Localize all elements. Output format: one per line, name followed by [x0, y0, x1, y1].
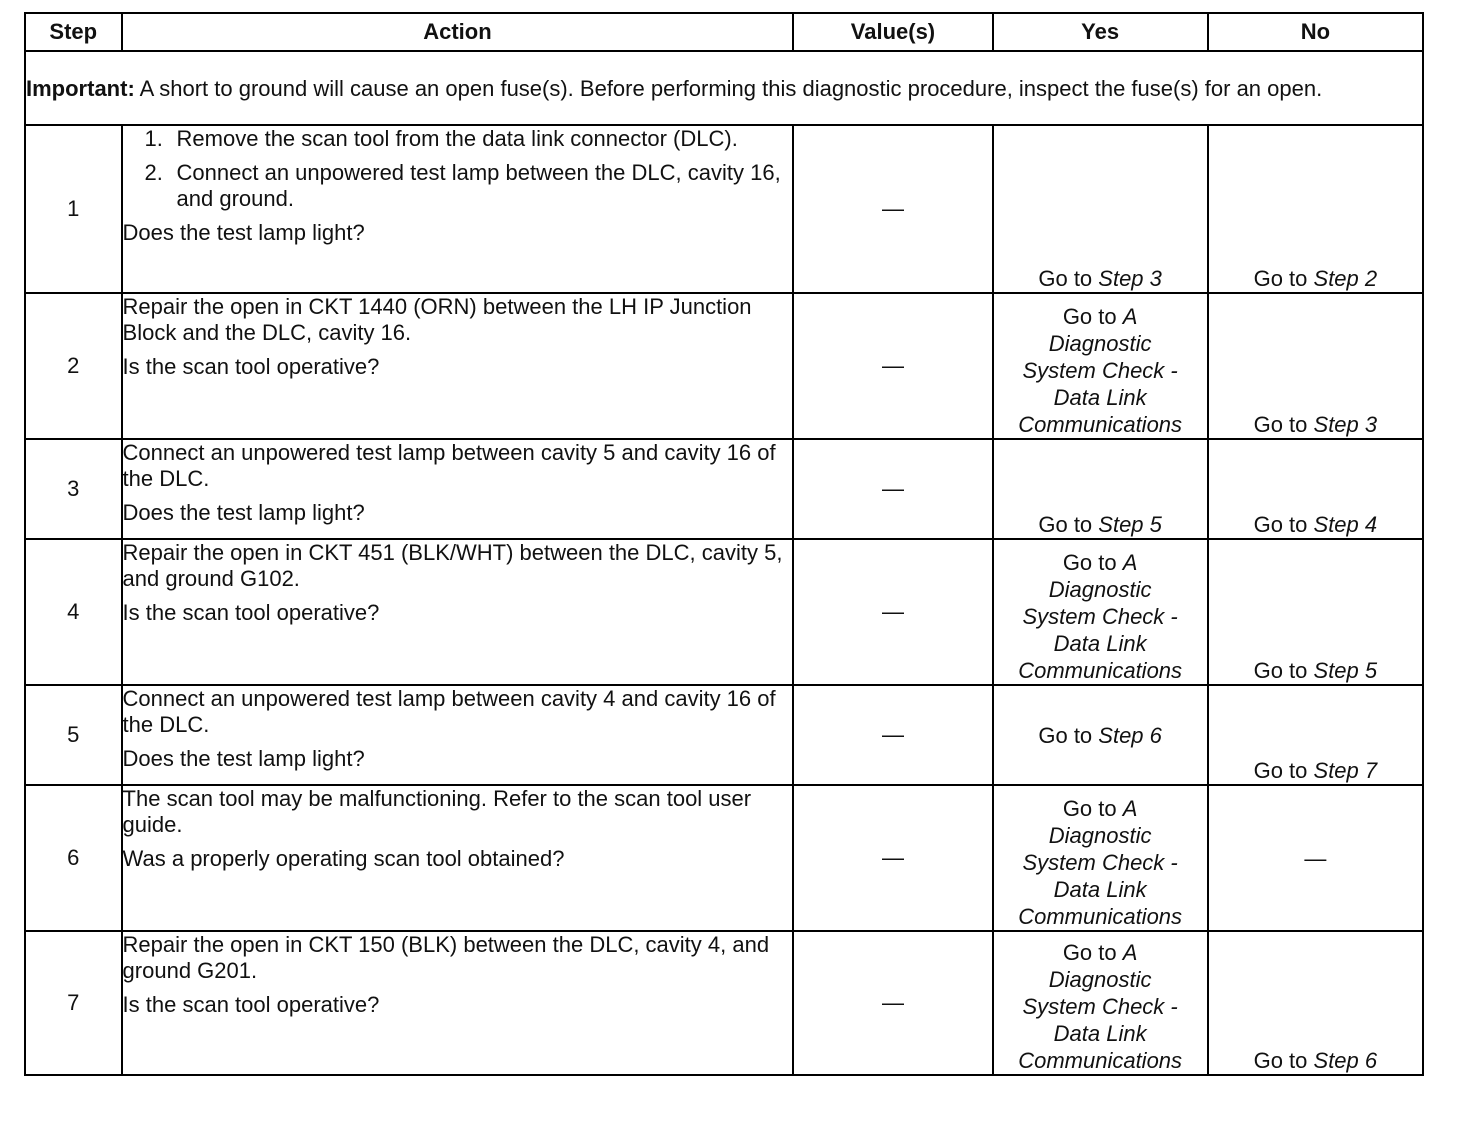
step-link: Step 3 — [1098, 266, 1162, 291]
value-cell: — — [793, 685, 992, 785]
action-question: Is the scan tool operative? — [122, 992, 380, 1017]
no-cell: Go to Step 5 — [1208, 539, 1423, 685]
no-cell: Go to Step 6 — [1208, 931, 1423, 1075]
action-list-item: 2. Connect an unpowered test lamp between the DLC, cavity 16, and ground. — [144, 160, 781, 211]
step-number: 1 — [25, 125, 122, 293]
step-number: 3 — [25, 439, 122, 539]
yes-cell: Go to Step 6 — [993, 685, 1208, 785]
value-cell: — — [793, 125, 992, 293]
header-step: Step — [25, 13, 122, 51]
action-list — [123, 126, 793, 212]
step-link: Step 5 — [1098, 512, 1162, 537]
yes-cell: Go to A Diagnostic System Check - Data Link Communications — [993, 293, 1208, 439]
action-text: Repair the open in CKT 150 (BLK) between the DLC, cavity 4, and ground G201. — [122, 932, 770, 983]
action-question: Does the test lamp light? — [122, 500, 365, 525]
important-row — [25, 51, 1423, 125]
action-list-item: 1. Remove the scan tool from the data link connector (DLC). — [144, 126, 738, 151]
step-link: Step 2 — [1313, 266, 1378, 291]
diagnostic-table — [24, 12, 1424, 1076]
table-row — [25, 785, 1423, 931]
action-text: Connect an unpowered test lamp between cavity 5 and cavity 16 of the DLC. — [122, 440, 776, 491]
yes-cell: Go to A Diagnostic System Check - Data Link Communications — [993, 931, 1208, 1075]
table-row — [25, 931, 1423, 1075]
action-question: Does the test lamp light? — [122, 220, 365, 245]
no-cell: — — [1208, 785, 1423, 931]
header-yes: Yes — [993, 13, 1208, 51]
no-cell: Go to Step 2 — [1208, 125, 1423, 293]
action-cell — [122, 125, 794, 293]
action-cell — [122, 931, 794, 1075]
action-question: Is the scan tool operative? — [122, 354, 380, 379]
yes-cell: Go to A Diagnostic System Check - Data Link Communications — [993, 539, 1208, 685]
header-row — [25, 13, 1423, 51]
table-row — [25, 125, 1423, 293]
step-link: Step 4 — [1313, 512, 1378, 537]
important-note — [25, 51, 1423, 125]
action-question: Was a properly operating scan tool obtained? — [122, 846, 565, 871]
step-number: 4 — [25, 539, 122, 685]
yes-cell: Go to Step 3 — [993, 125, 1208, 293]
yes-cell: Go to Step 5 — [993, 439, 1208, 539]
important-label: Important: — [26, 75, 135, 101]
action-cell — [122, 439, 794, 539]
table-row — [25, 685, 1423, 785]
no-cell: Go to Step 4 — [1208, 439, 1423, 539]
table-row — [25, 439, 1423, 539]
header-no: No — [1208, 13, 1423, 51]
step-link: Step 7 — [1313, 758, 1378, 783]
important-text: A short to ground will cause an open fuse(s). Before performing this diagnostic procedure, inspect the fuse(s) for an open. — [134, 75, 1323, 101]
step-number: 5 — [25, 685, 122, 785]
table-row — [25, 539, 1423, 685]
header-action: Action — [122, 13, 794, 51]
action-text: Repair the open in CKT 451 (BLK/WHT) between the DLC, cavity 5, and ground G102. — [122, 540, 783, 591]
step-link: Step 3 — [1313, 412, 1378, 437]
step-link: Step 6 — [1313, 1048, 1378, 1073]
value-cell: — — [793, 293, 992, 439]
action-question: Does the test lamp light? — [122, 746, 365, 771]
action-text: Repair the open in CKT 1440 (ORN) between the LH IP Junction Block and the DLC, cavity 16. — [122, 294, 752, 345]
value-cell: — — [793, 439, 992, 539]
step-link: Step 5 — [1313, 658, 1378, 683]
step-number: 7 — [25, 931, 122, 1075]
value-cell: — — [793, 931, 992, 1075]
table-row — [25, 293, 1423, 439]
no-cell: Go to Step 3 — [1208, 293, 1423, 439]
yes-cell: Go to A Diagnostic System Check - Data Link Communications — [993, 785, 1208, 931]
action-cell — [122, 293, 794, 439]
action-question: Is the scan tool operative? — [122, 600, 380, 625]
no-cell: Go to Step 7 — [1208, 685, 1423, 785]
action-cell — [122, 685, 794, 785]
step-number: 6 — [25, 785, 122, 931]
action-text: The scan tool may be malfunctioning. Refer to the scan tool user guide. — [122, 786, 752, 837]
value-cell: — — [793, 785, 992, 931]
action-cell — [122, 785, 794, 931]
step-link: Step 6 — [1098, 722, 1162, 748]
action-text: Connect an unpowered test lamp between cavity 4 and cavity 16 of the DLC. — [122, 686, 776, 737]
value-cell: — — [793, 539, 992, 685]
action-cell — [122, 539, 794, 685]
header-value: Value(s) — [793, 13, 992, 51]
step-number: 2 — [25, 293, 122, 439]
